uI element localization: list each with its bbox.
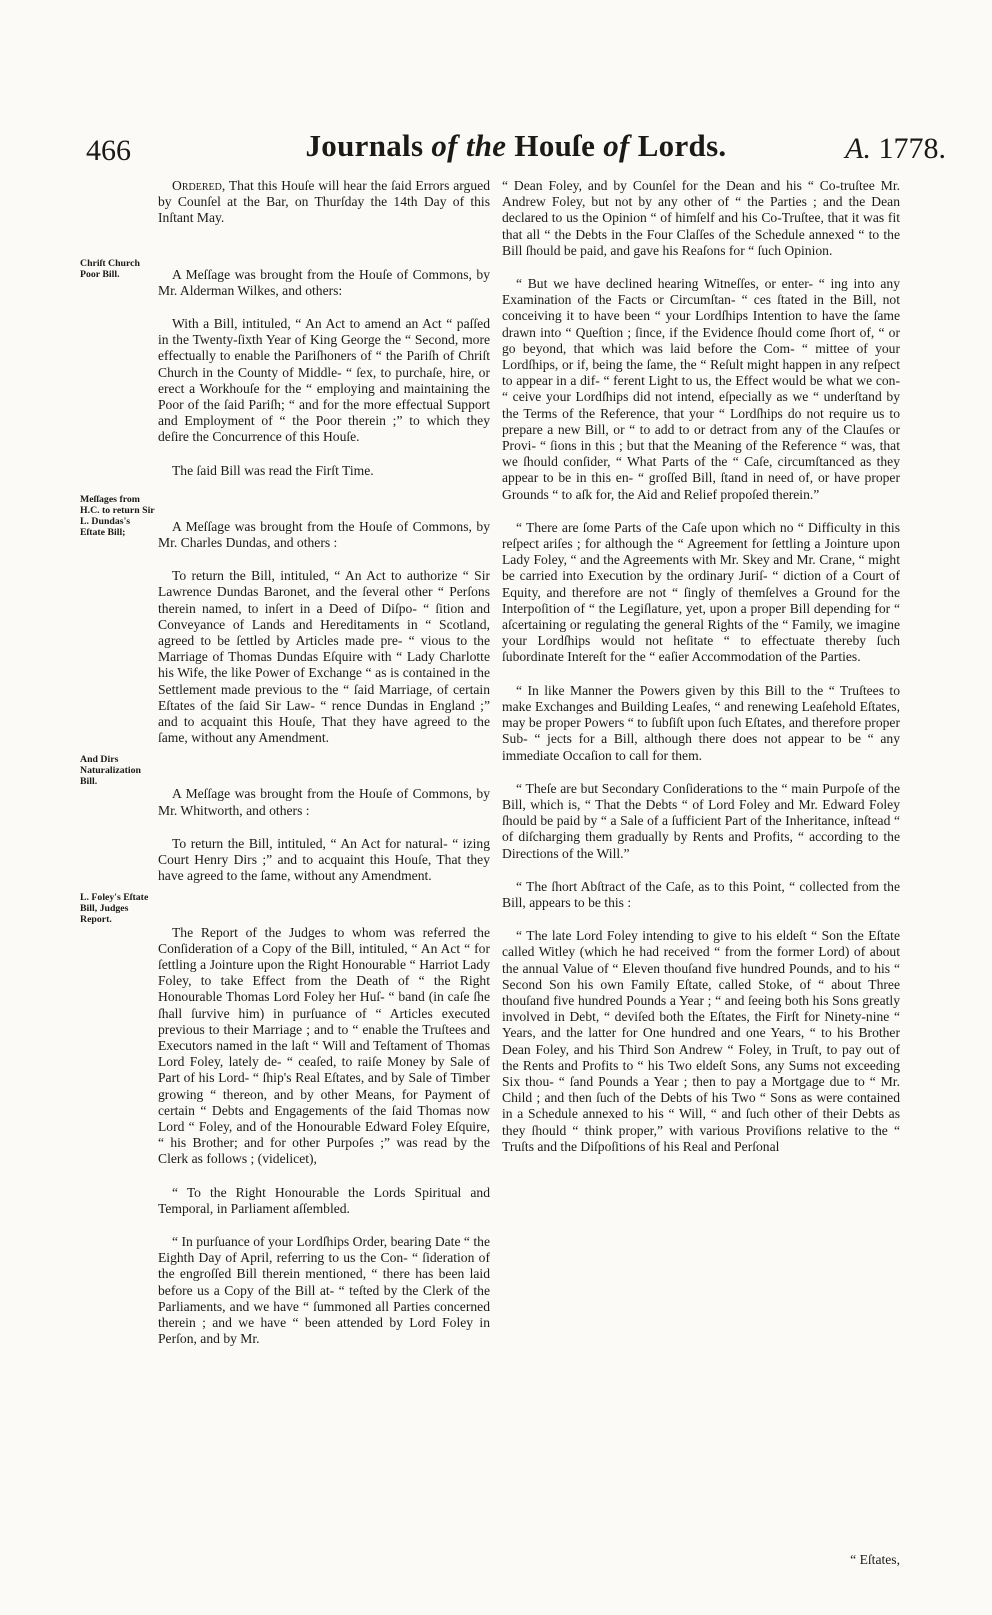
paragraph: “ The late Lord Foley intending to give to his eldeſt “ Son the Eſtate called Witley (which he had received “ from the former Lord) of about the annual Value of “ Eleven thouſand five hundred Pounds, and to his “ Second Son his own Family Eſtate, called Stoke, of “ about Three thouſand five hundred Pounds a Year ; “ and ſeeing both his Sons greatly involved in Debt, “ deviſed both the Eſtates, the Firſt for Ninety-nine “ Years, and the latter for One hundred and one Years, “ to his Brother Dean Foley, and his Third Son Andrew “ Foley, in Truſt, to pay out of the Rents and Profits to “ his Two eldeſt Sons, any Sums not exceeding Six thou- “ ſand Pounds a Year ; then to pay a Mortgage due to “ Mr. Child ; and then ſuch of the Debts of his Two “ Sons as were contained in a Schedule annexed to his “ Will, “ and ſuch other of their Debts as they ſhould “ think proper,” with various Proviſions relative to the “ Truſts and the Diſpoſitions of his Real and Perſonal — [502, 928, 900, 1154]
running-title-part: of — [603, 128, 630, 163]
margin-note: Chriſt Church Poor Bill. — [80, 258, 140, 280]
running-title-part: Houſe — [506, 128, 604, 163]
paragraph: A Meſſage was brought from the Houſe of Commons, by Mr. Charles Dundas, and others : — [158, 518, 490, 551]
paragraph: The ſaid Bill was read the Firſt Time. — [172, 462, 374, 478]
left-column — [158, 178, 490, 1548]
running-title-part: Journals — [305, 128, 432, 163]
year — [845, 132, 946, 166]
paragraph: With a Bill, intituled, “ An Act to amend an Act “ paſſed in the Twenty-ſixth Year of King George the “ Second, more effectually to enable the Pariſhoners of “ the Pariſh of Chriſt Church in the County of Middle- “ ſex, to purchaſe, hire, or erect a Workhouſe for the “ employing and maintaining the Poor of the ſaid Pariſh; “ and for the more effectual Support and Employment of “ the Poor therein ;” to which they deſire the Concurrence of this Houſe. — [158, 316, 490, 445]
paragraph: A Meſſage was brought from the Houſe of Commons, by Mr. Whitworth, and others : — [158, 786, 490, 818]
ordered-word: Ordered — [172, 178, 222, 193]
year-value: 1778. — [871, 132, 946, 165]
running-title — [86, 128, 946, 164]
right-column — [502, 178, 900, 1548]
paragraph: “ But we have declined hearing Witneſſes, or enter- “ ing into any Examination of the Facts or Circumſtan- “ ces ſtated in the Bill, not conceiving it to have been “ your Lordſhips Intention to have the ſame drawn into “ Queſtion ; ſince, if the Evidence ſhould come ſhort of, “ or go beyond, that which was laid before the Com- “ mittee of your Lordſhips, or if, being the ſame, the “ Reſult might happen in any reſpect to appear in a dif- “ ferent Light to us, the Effect would be what we con- “ ceive your Lordſhips did not intend, eſpecially as we “ underſtand by the Terms of the Reference, that your “ Lordſhips do not require us to prepare a new Bill, or “ to add to or detract from any of the Clauſes or Provi- “ ſions in this ; but that the Meaning of the Reference “ was, that we ſhould conſider, “ What Parts of the “ Caſe, circumſtanced as they appear to be in this en- “ groſſed Bill, ſtand in need of, or have proper Grounds “ to aſk for, the Aid and Relief propoſed therein.” — [502, 276, 900, 502]
paragraph: The Report of the Judges to whom was referred the Conſideration of a Copy of the Bill, intituled, “ An Act “ for ſettling a Jointure upon the Right Honourable “ Harriot Lady Foley, to take Effect from the Death of “ the Right Honourable Thomas Lord Foley her Huſ- “ band (in caſe ſhe ſhall ſurvive him) in purſuance of “ Articles executed previous to their Marriage ; and to “ enable the Truſtees and Executors named in the laſt “ Will and Teſtament of Thomas Lord Foley, lately de- “ ceaſed, to raiſe Money by Sale of Part of his Lord- “ ſhip's Real Eſtates, and by Sale of Timber growing “ thereon, and by other Means, for Payment of certain “ Debts and Engagements of the ſaid Thomas now Lord “ Foley, and of the Honourable Edward Foley Eſquire, “ his Brother; and for other Purpoſes ;” was read by the Clerk as follows ; (videlicet), — [158, 924, 490, 1167]
paragraph: “ The ſhort Abſtract of the Caſe, as to this Point, “ collected from the Bill, appears to be this : — [502, 878, 900, 910]
paragraph: “ In purſuance of your Lordſhips Order, bearing Date “ the Eighth Day of April, referring to us the Con- “ ſideration of the engroſſed Bill therein mentioned, “ there has been laid before us a Copy of the Bill at- “ teſted by the Clerk of the Parliaments, and we have “ ſummoned all Parties concerned therein ; and we have “ been attended by Lord Foley in Perſon, and by Mr. — [158, 1233, 490, 1347]
margin-note: Meſſages from H.C. to return Sir L. Dundas's Eſtate Bill; — [80, 494, 155, 538]
paragraph-text: , That this Houſe will hear the ſaid Errors argued by Counſel at the Bar, on Thurſday the 14th Day of this Inſtant May. — [158, 178, 490, 226]
paragraph: To return the Bill, intituled, “ An Act to authorize “ Sir Lawrence Dundas Baronet, and the ſeveral other “ Perſons therein named, to inſert in a Deed of Diſpo- “ ſition and Conveyance of Lands and Hereditaments in “ Scotland, agreed to be ſettled by Articles made pre- “ vious to the Marriage of Thomas Dundas Eſquire with “ Lady Charlotte his Wife, the like Power of Exchange “ as is contained in the Settlement made previous to the “ ſaid Marriage, of certain Eſtates of the ſaid Sir Law- “ rence Dundas in England ;” and to acquaint this Houſe, That they have agreed to the ſame, without any Amendment. — [158, 568, 490, 746]
paragraph: “ In like Manner the Powers given by this Bill to the “ Truſtees to make Exchanges and Building Leaſes, “ and renewing Leaſehold Eſtates, may be proper Powers “ to ſubſiſt upon ſuch Eſtates, and therefore proper Sub- “ jects for a Bill, although there does not appear to be “ any immediate Occaſion to call for them. — [502, 682, 900, 763]
margin-note: And Dirs Naturalization Bill. — [80, 754, 141, 787]
catchword: “ Eſtates, — [850, 1552, 900, 1567]
page-header — [86, 128, 946, 178]
page-number: 466 — [86, 134, 131, 167]
year-prefix: A. — [845, 132, 871, 165]
running-title-part: Lords. — [629, 128, 727, 163]
paragraph: To return the Bill, intituled, “ An Act for natural- “ izing Court Henry Dirs ;” and to acquaint this Houſe, That they have agreed to the ſame, without any Amendment. — [158, 835, 490, 884]
paragraph: “ Theſe are but Secondary Conſiderations to the “ main Purpoſe of the Bill, which is, “ That the Debts “ of Lord Foley and Mr. Edward Foley ſhould be paid by “ a Sale of a ſufficient Part of the Inheritance, inſtead “ of diſcharging them gradually by Rents and Profits, “ according to the Directions of the Will.” — [502, 780, 900, 861]
paragraph: “ There are ſome Parts of the Caſe upon which no “ Difficulty in this reſpect ariſes ; for although the “ Agreement for ſettling a Jointure upon Lady Foley, “ and the Agreements with Mr. Skey and Mr. Crane, “ might be carried into Execution by the ordinary Juriſ- “ diction of a Court of Equity, and therefore are not “ ſingly of themſelves a Ground for the Interpoſition of “ the Legiſlature, yet, upon a proper Bill depending for “ aſcertaining or regulating the general Rights of the “ Family, we imagine your Lordſhips would not heſitate “ to effectuate thereby ſuch ſubordinate Intereſt for the “ eaſier Accommodation of the Parties. — [502, 519, 900, 665]
paragraph: “ To the Right Honourable the Lords Spiritual and Temporal, in Parliament aſſembled. — [158, 1184, 490, 1216]
paragraph: “ Dean Foley, and by Counſel for the Dean and his “ Co-truſtee Mr. Andrew Foley, but not by any other of “ the Parties ; and the Dean declared to us the Opinion “ of himſelf and his Co-Truſtee, that it was fit that all “ the Debts in the Four Claſſes of the Schedule annexed “ to the Bill ſhould be paid, and gave his Reaſons for “ ſuch Opinion. — [502, 178, 900, 258]
paragraph — [158, 178, 490, 227]
margin-note: L. Foley's Eſtate Bill, Judges Report. — [80, 892, 149, 925]
running-title-part: of the — [431, 128, 507, 163]
paragraph: A Meſſage was brought from the Houſe of Commons, by Mr. Alderman Wilkes, and others: — [158, 266, 490, 298]
